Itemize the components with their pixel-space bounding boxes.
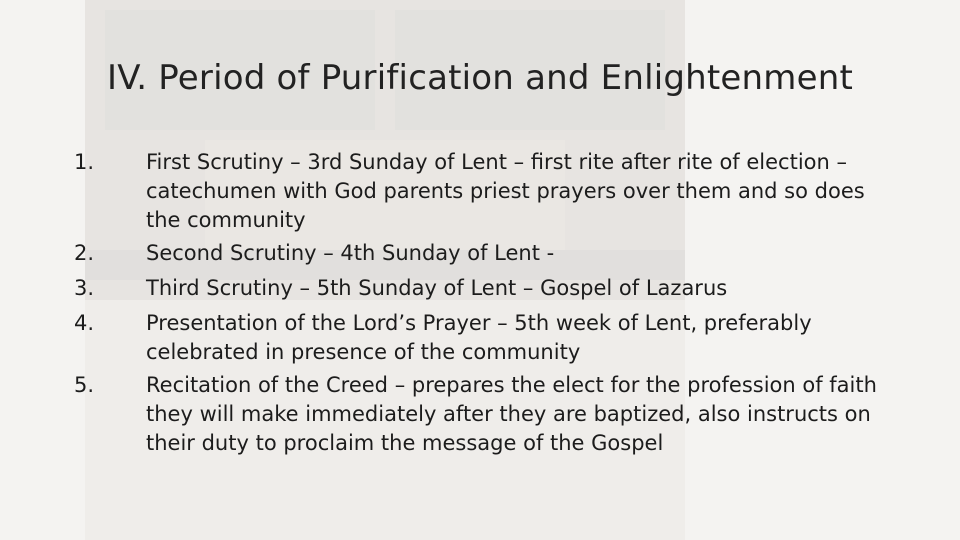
item-text: Third Scrutiny – 5th Sunday of Lent – Gospel of Lazarus (146, 276, 728, 300)
item-number: 1. (74, 150, 95, 174)
list-item (74, 148, 894, 235)
list-item (74, 309, 894, 367)
list-item (74, 239, 894, 268)
item-text: Presentation of the Lord’s Prayer – 5th week of Lent, preferably celebrated in presence of the community (146, 311, 812, 364)
item-text: First Scrutiny – 3rd Sunday of Lent – first rite after rite of election – catechumen with God parents priest prayers over them and so does the community (146, 150, 865, 232)
scrutiny-list (74, 148, 894, 458)
item-number: 2. (74, 241, 95, 265)
slide-title: IV. Period of Purification and Enlightenment (106, 58, 854, 98)
list-item (74, 371, 894, 458)
item-number: 3. (74, 276, 95, 300)
item-text: Second Scrutiny – 4th Sunday of Lent - (146, 241, 555, 265)
item-number: 5. (74, 373, 95, 397)
item-text: Recitation of the Creed – prepares the elect for the profession of faith they will make immediately after they are baptized, also instructs on their duty to proclaim the message of the Gospel (146, 373, 877, 455)
item-number: 4. (74, 311, 95, 335)
list-item (74, 274, 894, 303)
